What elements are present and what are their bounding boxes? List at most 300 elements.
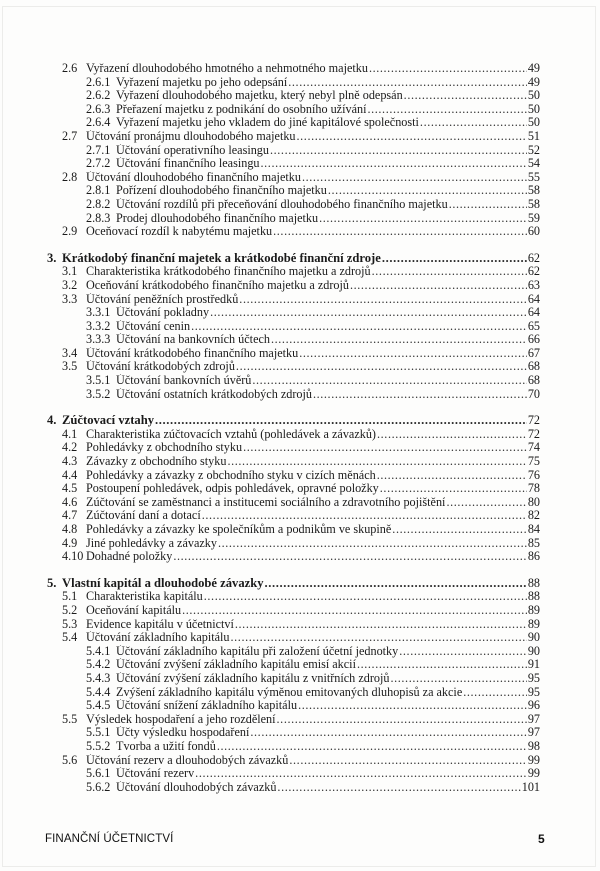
entry-number: 2.7 [62, 128, 78, 143]
toc-section-entry [0, 265, 600, 279]
entry-page-number: 90 [527, 630, 540, 645]
section-gap [0, 239, 600, 252]
dot-leader [217, 537, 540, 551]
toc-entry-line [62, 360, 540, 374]
entry-page-number: 50 [527, 115, 540, 130]
section-gap [0, 401, 600, 414]
dot-leader [272, 225, 540, 239]
entry-title: Účtování krátkodobých zdrojů [86, 360, 235, 374]
toc-entry-line [86, 374, 540, 388]
entry-number: 4.3 [62, 454, 78, 469]
dot-leader [366, 103, 540, 117]
dot-leader [201, 509, 540, 523]
toc-entry-line [86, 89, 540, 103]
dot-leader [356, 658, 540, 672]
entry-page-number: 63 [527, 277, 540, 292]
entry-title: Oceňovací rozdíl k nabytému majetku [86, 225, 273, 239]
entry-number: 5.4.2 [86, 657, 111, 672]
toc-entry-line [62, 631, 540, 645]
dot-leader [270, 333, 540, 347]
toc-entry-line [62, 496, 540, 510]
entry-page-number: 66 [527, 332, 540, 347]
toc-subsection-entry [0, 740, 600, 754]
entry-title: Účtování pokladny [116, 306, 210, 320]
toc-subsection-entry [0, 306, 600, 320]
entry-title: Účtování základního kapitálu [86, 631, 230, 645]
entry-number: 4.9 [62, 535, 78, 550]
entry-page-number: 78 [527, 481, 540, 496]
toc-chapter-heading [0, 414, 600, 428]
toc-subsection-entry [0, 699, 600, 713]
entry-page-number: 99 [527, 766, 540, 781]
entry-number: 3.2 [62, 277, 78, 292]
entry-number: 2.6.1 [86, 74, 111, 89]
toc-entry-line [86, 767, 540, 781]
toc-subsection-entry [0, 672, 600, 686]
entry-number: 2.8 [62, 169, 78, 184]
entry-title: Pořízení dlouhodobého finančního majetku [116, 184, 327, 198]
entry-title: Prodej dlouhodobého finančního majetku [116, 211, 319, 225]
toc-section-entry [0, 631, 600, 645]
toc-entry-line [62, 469, 540, 483]
toc-entry-line [62, 713, 540, 727]
entry-title: Pohledávky z obchodního styku [86, 441, 243, 455]
toc-entry-line [62, 754, 540, 768]
toc-section-entry [0, 482, 600, 496]
entry-title: Vyřazení dlouhodobého hmotného a nehmotného majetku [86, 62, 368, 75]
dot-leader [216, 740, 540, 754]
entry-number: 4. [47, 413, 57, 428]
entry-page-number: 49 [527, 61, 540, 75]
entry-title: Postoupení pohledávek, odpis pohledávek, opravné položky [86, 482, 379, 496]
entry-page-number: 50 [527, 101, 540, 116]
entry-page-number: 59 [527, 210, 540, 225]
entry-title: Vyřazení majetku po jeho odepsání [116, 75, 288, 89]
entry-title: Účtování rozdílů při přeceňování dlouhodobého finančního majetku [116, 197, 448, 211]
toc-section-entry [0, 509, 600, 523]
entry-number: 4.8 [62, 522, 78, 536]
toc-entry-line [62, 441, 540, 455]
entry-number: 3.3.2 [86, 318, 111, 333]
toc-section-entry [0, 469, 600, 483]
footer-page-number: 5 [538, 832, 545, 846]
entry-number: 5.5.1 [86, 725, 111, 740]
dot-leader [181, 604, 540, 618]
entry-number: 3.3.3 [86, 332, 111, 347]
entry-page-number: 74 [527, 440, 540, 455]
toc-entry-line [86, 306, 540, 320]
footer-book-title: FINANČNÍ ÚČETNICTVÍ [45, 833, 174, 845]
entry-number: 2.9 [62, 224, 78, 239]
toc-section-entry [0, 428, 600, 442]
toc-entry-line [86, 320, 540, 334]
toc-entry-line [86, 103, 540, 117]
entry-title: Tvorba a užití fondů [116, 739, 216, 753]
dot-leader [379, 482, 540, 496]
entry-page-number: 64 [527, 305, 540, 320]
toc-entry-line [86, 645, 540, 659]
toc-entry-line [86, 116, 540, 130]
entry-number: 3.5 [62, 359, 78, 374]
entry-page-number: 50 [527, 88, 540, 103]
toc-subsection-entry [0, 212, 600, 226]
toc-entry-line [62, 590, 540, 604]
entry-page-number: 84 [527, 522, 540, 536]
entry-title: Dohadné položky [86, 550, 173, 564]
entry-page-number: 90 [527, 643, 540, 658]
toc-entry-line [62, 509, 540, 523]
toc-subsection-entry [0, 658, 600, 672]
entry-number: 4.1 [62, 426, 78, 441]
entry-title: Účtování rezerv a dlouhodobých závazků [86, 753, 289, 767]
entry-number: 5.6 [62, 752, 78, 767]
toc-subsection-entry [0, 781, 600, 795]
entry-title: Účtování dlouhodobých závazků [116, 780, 277, 794]
entry-page-number: 89 [527, 616, 540, 631]
dot-leader [264, 577, 540, 591]
dot-leader [234, 618, 540, 632]
dot-leader [298, 347, 540, 361]
entry-page-number: 101 [521, 779, 540, 794]
toc-section-entry [0, 62, 600, 76]
dot-leader [376, 469, 540, 483]
toc-entry-line [86, 144, 540, 158]
toc-subsection-entry [0, 157, 600, 171]
table-of-contents [0, 62, 600, 794]
dot-leader [276, 781, 540, 795]
dot-leader [235, 360, 540, 374]
toc-section [0, 252, 600, 402]
entry-number: 4.4 [62, 467, 78, 482]
entry-title: Charakteristika krátkodobého finančního majetku a zdrojů [86, 265, 371, 279]
entry-title: Závazky z obchodního styku [86, 455, 227, 469]
dot-leader [242, 441, 540, 455]
dot-leader [276, 713, 540, 727]
entry-title: Krátkodobý finanční majetek a krátkodobé finanční zdroje [62, 251, 381, 265]
entry-number: 5.6.1 [86, 766, 111, 781]
toc-entry-line [62, 618, 540, 632]
toc-subsection-entry [0, 320, 600, 334]
entry-page-number: 52 [527, 142, 540, 157]
entry-title: Oceňování krátkodobého finančního majetku a zdrojů [86, 278, 349, 292]
entry-number: 2.7.1 [86, 142, 111, 157]
entry-title: Zúčtovací vztahy [62, 414, 154, 428]
entry-page-number: 76 [527, 467, 540, 482]
dot-leader [190, 320, 540, 334]
entry-number: 4.5 [62, 481, 78, 496]
toc-section-entry [0, 171, 600, 185]
toc-entry-line [62, 293, 540, 307]
entry-title: Účtování snížení základního kapitálu [116, 699, 298, 713]
toc-section-entry [0, 590, 600, 604]
dot-leader [419, 116, 540, 130]
entry-title: Účtování dlouhodobého finančního majetku [86, 170, 301, 184]
dot-leader [296, 130, 540, 144]
toc-subsection-entry [0, 103, 600, 117]
entry-number: 2.7.2 [86, 156, 111, 171]
entry-number: 3.1 [62, 264, 78, 279]
entry-page-number: 54 [527, 156, 540, 171]
toc-section-entry [0, 279, 600, 293]
entry-number: 4.6 [62, 494, 78, 509]
entry-page-number: 82 [527, 508, 540, 523]
toc-entry-line [86, 388, 540, 402]
toc-entry-line [62, 62, 540, 76]
dot-leader [445, 496, 540, 510]
toc-entry-line [86, 699, 540, 713]
entry-page-number: 62 [527, 250, 540, 265]
toc-entry-line [62, 537, 540, 551]
entry-page-number: 67 [527, 345, 540, 360]
entry-number: 3.3.1 [86, 305, 111, 320]
toc-section-entry [0, 293, 600, 307]
entry-title: Evidence kapitálu v účetnictví [86, 617, 234, 631]
entry-title: Účty výsledku hospodaření [116, 726, 250, 740]
entry-number: 3.5.2 [86, 386, 111, 401]
entry-title: Charakteristika kapitálu [86, 590, 203, 604]
section-gap [0, 564, 600, 577]
toc-entry-line [47, 414, 540, 428]
dot-leader [154, 414, 540, 428]
dot-leader [349, 279, 540, 293]
toc-entry-line [62, 455, 540, 469]
toc-section-entry [0, 441, 600, 455]
entry-number: 5.4 [62, 630, 78, 645]
entry-page-number: 58 [527, 196, 540, 211]
toc-section-entry [0, 130, 600, 144]
toc-section-entry [0, 360, 600, 374]
entry-number: 3.5.1 [86, 373, 111, 388]
entry-page-number: 99 [527, 752, 540, 767]
dot-leader [391, 523, 540, 537]
entry-number: 4.10 [62, 549, 84, 564]
toc-subsection-entry [0, 767, 600, 781]
dot-leader [398, 645, 540, 659]
toc-section-entry [0, 713, 600, 727]
entry-page-number: 64 [527, 291, 540, 306]
dot-leader [327, 184, 540, 198]
toc-entry-line [62, 171, 540, 185]
toc-chapter-heading [0, 252, 600, 266]
toc-section-entry [0, 618, 600, 632]
entry-title: Pohledávky a závazky ke společníkům a podnikům ve skupině [86, 523, 392, 536]
entry-page-number: 58 [527, 183, 540, 198]
dot-leader [389, 672, 540, 686]
entry-number: 5.5.2 [86, 738, 111, 753]
dot-leader [209, 306, 540, 320]
entry-title: Účtování bankovních úvěrů [116, 374, 252, 388]
entry-title: Účtování rezerv [116, 767, 195, 781]
entry-page-number: 88 [527, 589, 540, 604]
entry-title: Účtování základního kapitálu při založení účetní jednotky [116, 644, 399, 658]
entry-page-number: 72 [527, 413, 540, 428]
toc-entry-line [86, 781, 540, 795]
toc-section-entry [0, 523, 600, 537]
entry-title: Vyřazení majetku jeho vkladem do jiné kapitálové společnosti [116, 116, 419, 130]
dot-leader [287, 76, 540, 90]
toc-chapter-heading [0, 577, 600, 591]
toc-subsection-entry [0, 726, 600, 740]
entry-title: Pohledávky a závazky z obchodního styku v cizích měnách [86, 468, 376, 482]
entry-number: 5.6.2 [86, 779, 111, 794]
entry-title: Zúčtování se zaměstnanci a institucemi sociálního a zdravotního pojištění [86, 495, 446, 509]
entry-page-number: 97 [527, 725, 540, 740]
dot-leader [368, 62, 540, 76]
entry-page-number: 70 [527, 386, 540, 401]
entry-page-number: 97 [527, 711, 540, 726]
toc-section [0, 577, 600, 795]
toc-subsection-entry [0, 116, 600, 130]
entry-title: Účtování peněžních prostředků [86, 292, 239, 306]
entry-number: 2.8.1 [86, 183, 111, 198]
toc-entry-line [62, 347, 540, 361]
entry-number: 5.4.3 [86, 670, 111, 685]
entry-title: Zvýšení základního kapitálu výměnou emitovaných dluhopisů za akcie [116, 685, 463, 699]
entry-title: Účtování zvýšení základního kapitálu emisí akcií [116, 658, 356, 672]
toc-subsection-entry [0, 184, 600, 198]
entry-page-number: 68 [527, 359, 540, 374]
toc-entry-line [86, 686, 540, 700]
entry-page-number: 95 [527, 684, 540, 699]
toc-subsection-entry [0, 388, 600, 402]
entry-page-number: 96 [527, 698, 540, 713]
entry-title: Účtování ostatních krátkodobých zdrojů [116, 387, 312, 401]
toc-entry-line [86, 157, 540, 171]
entry-title: Účtování cenin [116, 319, 191, 333]
toc-section-entry [0, 347, 600, 361]
dot-leader [381, 252, 540, 266]
entry-page-number: 62 [527, 264, 540, 279]
entry-title: Charakteristika zúčtovacích vztahů (pohledávek a závazků) [86, 427, 376, 441]
dot-leader [312, 388, 540, 402]
toc-entry-line [62, 550, 540, 564]
entry-number: 2.6 [62, 61, 78, 75]
entry-number: 5.3 [62, 616, 78, 631]
entry-title: Účtování na bankovních účtech [116, 333, 270, 347]
entry-page-number: 85 [527, 535, 540, 550]
dot-leader [376, 428, 540, 442]
entry-title: Vyřazení dlouhodobého majetku, který nebyl plně odepsán [116, 89, 403, 103]
toc-section-entry [0, 604, 600, 618]
entry-number: 5.5 [62, 711, 78, 726]
entry-number: 3.3 [62, 291, 78, 306]
dot-leader [260, 157, 540, 171]
entry-title: Přeřazení majetku z podnikání do osobního užívání [116, 102, 367, 116]
entry-number: 5.2 [62, 602, 78, 617]
entry-page-number: 60 [527, 224, 540, 239]
entry-page-number: 86 [527, 549, 540, 564]
entry-page-number: 88 [527, 575, 540, 590]
entry-page-number: 65 [527, 318, 540, 333]
toc-entry-line [62, 604, 540, 618]
toc-section-entry [0, 225, 600, 239]
toc-subsection-entry [0, 198, 600, 212]
entry-title: Účtování krátkodobého finančního majetku [86, 346, 299, 360]
dot-leader [226, 455, 540, 469]
entry-title: Účtování pronájmu dlouhodobého majetku [86, 129, 296, 143]
toc-subsection-entry [0, 333, 600, 347]
entry-page-number: 55 [527, 169, 540, 184]
entry-page-number: 80 [527, 494, 540, 509]
dot-leader [238, 293, 540, 307]
entry-page-number: 75 [527, 454, 540, 469]
dot-leader [318, 212, 540, 226]
entry-title: Zúčtování daní a dotací [86, 509, 201, 523]
entry-title: Vlastní kapitál a dlouhodobé závazky [62, 576, 264, 590]
dot-leader [203, 590, 540, 604]
dot-leader [403, 89, 540, 103]
dot-leader [371, 265, 540, 279]
entry-title: Jiné pohledávky a závazky [86, 536, 217, 550]
entry-number: 5. [47, 575, 57, 590]
toc-entry-line [62, 428, 540, 442]
toc-entry-line [86, 212, 540, 226]
entry-page-number: 95 [527, 670, 540, 685]
toc-section-entry [0, 496, 600, 510]
toc-entry-line [86, 726, 540, 740]
entry-number: 4.2 [62, 440, 78, 455]
toc-subsection-entry [0, 645, 600, 659]
dot-leader [288, 754, 540, 768]
entry-number: 2.6.4 [86, 115, 111, 130]
entry-number: 5.1 [62, 589, 78, 604]
entry-page-number: 89 [527, 602, 540, 617]
entry-title: Oceňování kapitálu [86, 603, 182, 617]
entry-page-number: 98 [527, 738, 540, 753]
toc-entry-line [62, 523, 540, 537]
toc-entry-line [62, 279, 540, 293]
toc-entry-line [86, 672, 540, 686]
entry-title: Účtování zvýšení základního kapitálu z vnitřních zdrojů [116, 671, 390, 685]
toc-entry-line [47, 252, 540, 266]
toc-subsection-entry [0, 686, 600, 700]
toc-entry-line [62, 482, 540, 496]
dot-leader [172, 550, 540, 564]
toc-entry-line [86, 658, 540, 672]
entry-title: Účtování finančního leasingu [116, 157, 260, 171]
toc-entry-line [62, 225, 540, 239]
entry-number: 2.6.3 [86, 101, 111, 116]
toc-section-entry [0, 537, 600, 551]
entry-page-number: 72 [527, 426, 540, 441]
dot-leader [301, 171, 540, 185]
entry-number: 5.4.4 [86, 684, 111, 699]
dot-leader [230, 631, 541, 645]
entry-page-number: 68 [527, 373, 540, 388]
entry-number: 3. [47, 250, 57, 265]
entry-title: Účtování operativního leasingu [116, 143, 269, 157]
toc-entry-line [86, 198, 540, 212]
toc-section-entry [0, 550, 600, 564]
entry-number: 2.8.2 [86, 196, 111, 211]
toc-entry-line [86, 740, 540, 754]
toc-entry-line [86, 333, 540, 347]
toc-entry-line [86, 184, 540, 198]
entry-number: 3.4 [62, 345, 78, 360]
entry-number: 2.8.3 [86, 210, 111, 225]
toc-subsection-entry [0, 76, 600, 90]
entry-number: 5.4.1 [86, 643, 111, 658]
toc-subsection-entry [0, 89, 600, 103]
entry-page-number: 91 [527, 657, 540, 672]
dot-leader [249, 726, 540, 740]
dot-leader [269, 144, 540, 158]
toc-entry-line [62, 265, 540, 279]
entry-number: 4.7 [62, 508, 78, 523]
toc-section [0, 62, 600, 239]
toc-section-entry [0, 455, 600, 469]
entry-title: Výsledek hospodaření a jeho rozdělení [86, 712, 276, 726]
